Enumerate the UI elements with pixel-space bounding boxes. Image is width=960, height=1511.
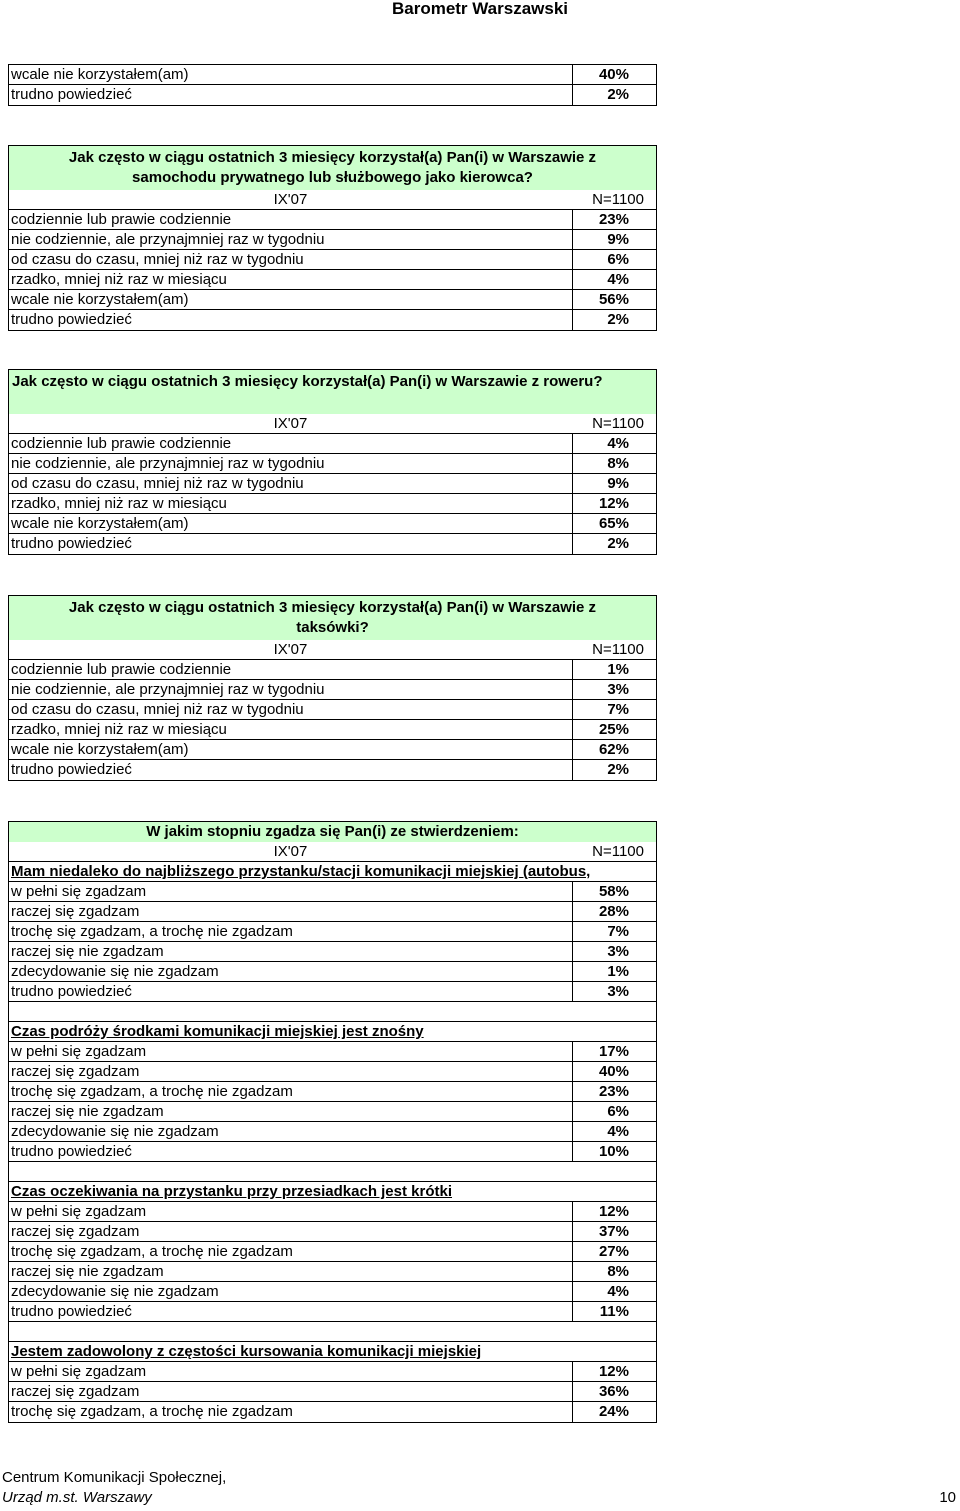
value-cell (572, 1381, 658, 1402)
value-cell (572, 961, 658, 982)
row-value: 3% (607, 681, 629, 698)
row-value: 6% (607, 1103, 629, 1120)
value-cell (572, 1221, 658, 1242)
statement-row (9, 1342, 656, 1362)
value-cell (572, 1101, 658, 1122)
row-label: trudno powiedzieć (11, 983, 132, 1000)
table-row (9, 700, 656, 720)
table-row (9, 982, 656, 1002)
value-cell (572, 719, 658, 740)
row-value: 40% (598, 1063, 629, 1080)
question-title: Jak często w ciągu ostatnich 3 miesięcy korzystał(a) Pan(i) w Warszawie z samochodu prywatnego lub służbowego jako kierowca? (9, 146, 656, 190)
table-row (9, 310, 656, 330)
sample-size: N=1100 (592, 641, 644, 658)
row-label: rzadko, mniej niż raz w miesiącu (11, 271, 227, 288)
value-cell (572, 453, 658, 474)
statement-row (9, 1022, 656, 1042)
table-row (9, 660, 656, 680)
row-label: zdecydowanie się nie zgadzam (11, 1283, 219, 1300)
table-bicycle (8, 369, 657, 555)
row-value: 4% (607, 271, 629, 288)
row-value: 23% (598, 211, 629, 228)
footer-office: Urząd m.st. Warszawy (2, 1489, 152, 1506)
table-row (9, 922, 656, 942)
value-cell (572, 1201, 658, 1222)
value-cell (572, 64, 658, 85)
value-cell (572, 249, 658, 270)
value-cell (572, 493, 658, 514)
table-row (9, 65, 656, 85)
row-value: 2% (607, 86, 629, 103)
value-cell (572, 209, 658, 230)
row-label: trochę się zgadzam, a trochę nie zgadzam (11, 923, 293, 940)
value-cell (572, 981, 658, 1002)
page-title: Barometr Warszawski (391, 0, 569, 18)
spacer-row (9, 1162, 656, 1182)
row-label: trochę się zgadzam, a trochę nie zgadzam (11, 1083, 293, 1100)
row-label: w pełni się zgadzam (11, 1043, 147, 1060)
row-value: 17% (598, 1043, 629, 1060)
row-value: 9% (607, 475, 629, 492)
table-continued (8, 64, 657, 106)
table-row (9, 882, 656, 902)
row-label: zdecydowanie się nie zgadzam (11, 963, 219, 980)
value-cell (572, 1261, 658, 1282)
table-row (9, 1042, 656, 1062)
statement-label: Jestem zadowolony z częstości kursowania komunikacji miejskiej (11, 1343, 482, 1360)
row-label: nie codziennie, ale przynajmniej raz w tygodniu (11, 681, 325, 698)
table-taxi (8, 595, 657, 781)
table-row (9, 210, 656, 230)
value-cell (572, 1121, 658, 1142)
table-row (9, 1062, 656, 1082)
table-row (9, 270, 656, 290)
value-cell (572, 679, 658, 700)
row-value: 28% (598, 903, 629, 920)
row-value: 12% (598, 495, 629, 512)
row-label: trudno powiedzieć (11, 1143, 132, 1160)
question-title: Jak często w ciągu ostatnich 3 miesięcy korzystał(a) Pan(i) w Warszawie z roweru? (9, 370, 656, 414)
table-row (9, 1402, 656, 1422)
table-row (9, 494, 656, 514)
row-label: trudno powiedzieć (11, 761, 132, 778)
value-cell (572, 289, 658, 310)
row-value: 36% (598, 1383, 629, 1400)
value-cell (572, 881, 658, 902)
row-label: raczej się zgadzam (11, 1223, 140, 1240)
value-cell (572, 1141, 658, 1162)
period-label: IX'07 (273, 641, 308, 658)
row-value: 37% (598, 1223, 629, 1240)
row-label: nie codziennie, ale przynajmniej raz w tygodniu (11, 231, 325, 248)
sample-size: N=1100 (592, 191, 644, 208)
value-cell (572, 941, 658, 962)
row-value: 2% (607, 535, 629, 552)
table-row (9, 534, 656, 554)
value-cell (572, 473, 658, 494)
row-value: 4% (607, 1123, 629, 1140)
table-row (9, 720, 656, 740)
row-value: 6% (607, 251, 629, 268)
row-label: trudno powiedzieć (11, 535, 132, 552)
row-label: od czasu do czasu, mniej niż raz w tygodniu (11, 251, 304, 268)
row-label: zdecydowanie się nie zgadzam (11, 1123, 219, 1140)
row-value: 1% (607, 661, 629, 678)
row-label: od czasu do czasu, mniej niż raz w tygodniu (11, 475, 304, 492)
table-row (9, 230, 656, 250)
table-header-row (9, 842, 656, 862)
row-label: codziennie lub prawie codziennie (11, 661, 232, 678)
row-label: nie codziennie, ale przynajmniej raz w tygodniu (11, 455, 325, 472)
table-row (9, 902, 656, 922)
table-row (9, 85, 656, 105)
table-agreement (8, 821, 657, 1423)
value-cell (572, 513, 658, 534)
row-label: wcale nie korzystałem(am) (11, 741, 189, 758)
row-value: 7% (607, 701, 629, 718)
row-value: 1% (607, 963, 629, 980)
row-value: 8% (607, 455, 629, 472)
row-label: raczej się zgadzam (11, 1063, 140, 1080)
table-row (9, 942, 656, 962)
table-row (9, 962, 656, 982)
sample-size: N=1100 (592, 415, 644, 432)
row-label: raczej się zgadzam (11, 1383, 140, 1400)
table-row (9, 1142, 656, 1162)
value-cell (572, 759, 658, 781)
table-car-driver (8, 145, 657, 331)
table-header-row (9, 640, 656, 660)
row-value: 27% (598, 1243, 629, 1260)
question-title: W jakim stopniu zgadza się Pan(i) ze stwierdzeniem: (9, 822, 656, 842)
row-value: 9% (607, 231, 629, 248)
statement-row (9, 1182, 656, 1202)
row-value: 8% (607, 1263, 629, 1280)
row-label: raczej się nie zgadzam (11, 1263, 164, 1280)
value-cell (572, 229, 658, 250)
row-value: 7% (607, 923, 629, 940)
table-row (9, 740, 656, 760)
statement-label: Mam niedaleko do najbliższego przystanku/stacji komunikacji miejskiej (autobus, (11, 863, 591, 880)
value-cell (572, 739, 658, 760)
value-cell (572, 659, 658, 680)
row-label: trudno powiedzieć (11, 86, 132, 103)
row-label: raczej się nie zgadzam (11, 943, 164, 960)
table-row (9, 1102, 656, 1122)
row-label: trudno powiedzieć (11, 1303, 132, 1320)
value-cell (572, 1281, 658, 1302)
table-row (9, 514, 656, 534)
value-cell (572, 1061, 658, 1082)
value-cell (572, 533, 658, 555)
row-label: wcale nie korzystałem(am) (11, 66, 189, 83)
table-row (9, 1122, 656, 1142)
value-cell (572, 921, 658, 942)
value-cell (572, 1301, 658, 1322)
value-cell (572, 433, 658, 454)
statement-label: Czas oczekiwania na przystanku przy przesiadkach jest krótki (11, 1183, 453, 1200)
value-cell (572, 269, 658, 290)
row-value: 56% (598, 291, 629, 308)
row-value: 25% (598, 721, 629, 738)
row-label: codziennie lub prawie codziennie (11, 211, 232, 228)
row-value: 24% (598, 1403, 629, 1420)
value-cell (572, 699, 658, 720)
value-cell (572, 1401, 658, 1423)
row-value: 65% (598, 515, 629, 532)
row-value: 3% (607, 943, 629, 960)
value-cell (572, 84, 658, 106)
row-value: 40% (598, 66, 629, 83)
table-row (9, 760, 656, 780)
table-header-row (9, 414, 656, 434)
statement-row (9, 862, 656, 882)
row-value: 4% (607, 435, 629, 452)
table-row (9, 1302, 656, 1322)
table-header-row (9, 190, 656, 210)
row-value: 2% (607, 761, 629, 778)
row-value: 4% (607, 1283, 629, 1300)
row-label: w pełni się zgadzam (11, 1363, 147, 1380)
row-label: trochę się zgadzam, a trochę nie zgadzam (11, 1243, 293, 1260)
table-row (9, 680, 656, 700)
question-title: Jak często w ciągu ostatnich 3 miesięcy korzystał(a) Pan(i) w Warszawie z taksówki? (9, 596, 656, 640)
value-cell (572, 309, 658, 331)
row-value: 10% (598, 1143, 629, 1160)
row-label: wcale nie korzystałem(am) (11, 291, 189, 308)
table-row (9, 1082, 656, 1102)
spacer-row (9, 1322, 656, 1342)
row-label: rzadko, mniej niż raz w miesiącu (11, 721, 227, 738)
table-row (9, 1362, 656, 1382)
row-label: od czasu do czasu, mniej niż raz w tygodniu (11, 701, 304, 718)
row-value: 12% (598, 1203, 629, 1220)
table-row (9, 1382, 656, 1402)
row-label: wcale nie korzystałem(am) (11, 515, 189, 532)
row-label: raczej się nie zgadzam (11, 1103, 164, 1120)
row-value: 58% (598, 883, 629, 900)
value-cell (572, 1361, 658, 1382)
footer-organization: Centrum Komunikacji Społecznej, (2, 1469, 227, 1486)
value-cell (572, 1041, 658, 1062)
period-label: IX'07 (273, 843, 308, 860)
row-value: 3% (607, 983, 629, 1000)
row-label: w pełni się zgadzam (11, 883, 147, 900)
row-label: codziennie lub prawie codziennie (11, 435, 232, 452)
table-row (9, 250, 656, 270)
row-label: rzadko, mniej niż raz w miesiącu (11, 495, 227, 512)
table-row (9, 290, 656, 310)
row-value: 23% (598, 1083, 629, 1100)
row-label: w pełni się zgadzam (11, 1203, 147, 1220)
table-row (9, 1282, 656, 1302)
row-label: trochę się zgadzam, a trochę nie zgadzam (11, 1403, 293, 1420)
table-row (9, 474, 656, 494)
table-row (9, 434, 656, 454)
table-row (9, 1202, 656, 1222)
table-row (9, 1242, 656, 1262)
row-value: 2% (607, 311, 629, 328)
row-label: raczej się zgadzam (11, 903, 140, 920)
value-cell (572, 1081, 658, 1102)
page-number: 10 (939, 1489, 956, 1506)
value-cell (572, 1241, 658, 1262)
table-row (9, 1262, 656, 1282)
row-value: 12% (598, 1363, 629, 1380)
table-row (9, 454, 656, 474)
period-label: IX'07 (273, 191, 308, 208)
row-value: 62% (598, 741, 629, 758)
table-row (9, 1222, 656, 1242)
period-label: IX'07 (273, 415, 308, 432)
sample-size: N=1100 (592, 843, 644, 860)
statement-label: Czas podróży środkami komunikacji miejskiej jest znośny (11, 1023, 424, 1040)
row-label: trudno powiedzieć (11, 311, 132, 328)
row-value: 11% (599, 1303, 629, 1320)
spacer-row (9, 1002, 656, 1022)
value-cell (572, 901, 658, 922)
